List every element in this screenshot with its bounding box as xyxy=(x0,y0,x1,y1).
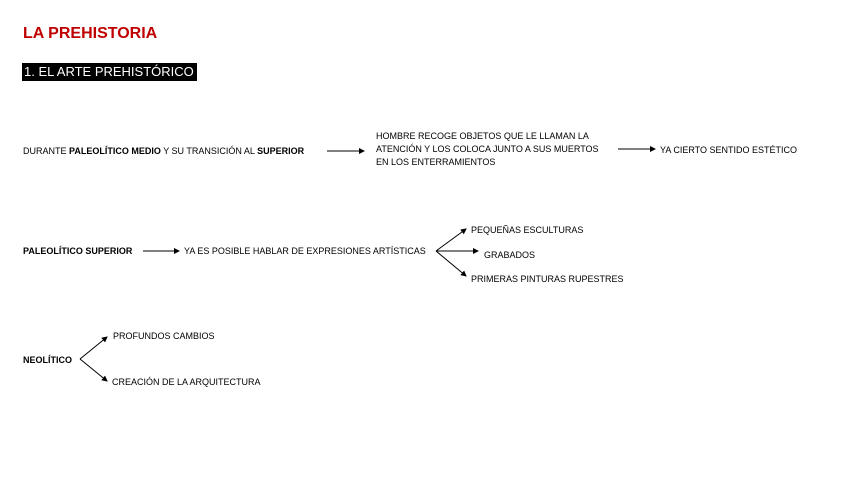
row1-middle-line3: EN LOS ENTERRAMIENTOS xyxy=(376,157,496,167)
row2-branch-2: GRABADOS xyxy=(484,250,536,260)
row2-branch-3: PRIMERAS PINTURAS RUPESTRES xyxy=(471,274,624,284)
row1-start-text-d: SUPERIOR xyxy=(257,146,305,156)
row1-end-node: YA CIERTO SENTIDO ESTÉTICO xyxy=(660,145,798,155)
section-heading: 1. EL ARTE PREHISTÓRICO xyxy=(22,63,197,81)
row1-start-text-c: Y SU TRANSICIÓN AL xyxy=(160,146,258,156)
arrow-row2-branch-1 xyxy=(436,229,466,251)
page-title: LA PREHISTORIA xyxy=(23,25,158,42)
arrow-row2-branch-3 xyxy=(436,251,466,276)
row3-branch-1: PROFUNDOS CAMBIOS xyxy=(113,331,215,341)
row2-middle-node: YA ES POSIBLE HABLAR DE EXPRESIONES ARTÍSTICAS xyxy=(184,246,426,256)
row2-start-node: PALEOLÍTICO SUPERIOR xyxy=(23,246,133,256)
row1-start-text-a: DURANTE xyxy=(23,146,70,156)
arrow-row3-branch-1 xyxy=(80,337,107,359)
row3-branch-2: CREACIÓN DE LA ARQUITECTURA xyxy=(112,377,261,387)
row2-branch-1: PEQUEÑAS ESCULTURAS xyxy=(471,225,584,235)
row3-start-node: NEOLÍTICO xyxy=(23,355,72,365)
arrow-row3-branch-2 xyxy=(80,359,107,381)
row1-middle-line1: HOMBRE RECOGE OBJETOS QUE LE LLAMAN LA xyxy=(376,131,589,141)
row1-start-text-b: PALEOLÍTICO MEDIO xyxy=(69,146,161,156)
row1-middle-line2: ATENCIÓN Y LOS COLOCA JUNTO A SUS MUERTOS xyxy=(376,144,599,154)
